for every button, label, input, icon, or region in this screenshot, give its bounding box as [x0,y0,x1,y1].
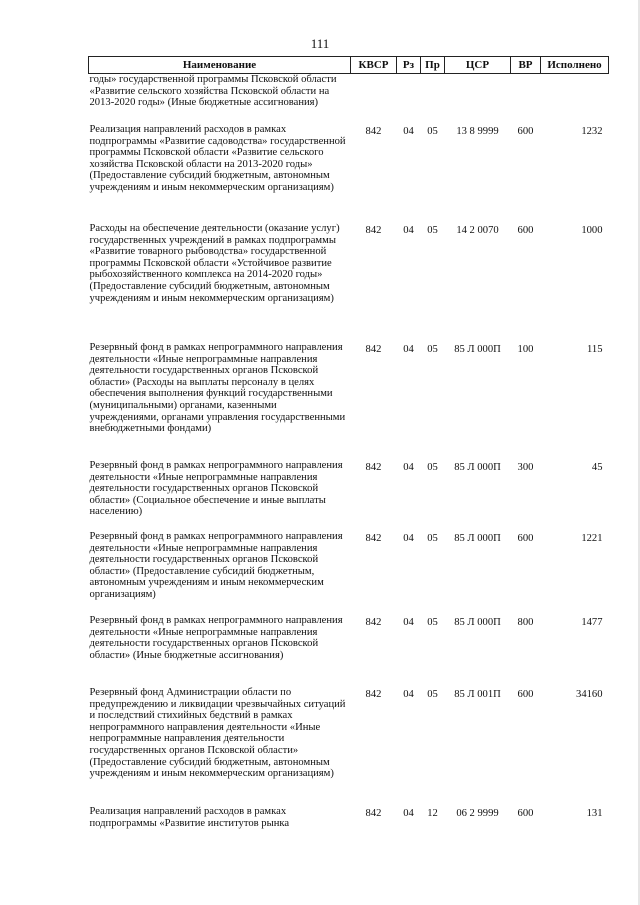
table-body [89,74,609,837]
header-done: Исполнено [541,57,609,74]
table-row [89,342,609,460]
row-csr: 13 8 9999 [456,126,499,137]
row-kvsr: 842 [365,225,382,236]
row-name: Резервный фонд в рамках непрограммного направления деятельности «Иные непрограммные направления деятельности государственных органов Псковской области» (Социальное обеспечение и иные выплаты населению) [89,460,343,518]
row-vr: 600 [517,225,534,236]
row-rz: 04 [403,344,414,355]
row-kvsr: 842 [365,126,382,137]
row-vr: 100 [517,344,534,355]
row-done: 1221 [581,533,603,544]
row-rz: 04 [403,617,414,628]
row-kvsr [351,74,397,125]
row-name: Резервный фонд Администрации области по предупреждению и ликвидации чрезвычайных ситуаций и последствий стихийных бедствий в рамках непрограммного направления деятельности «Иные непрограммные направления деятельности государственных органов Псковской области» (Предоставление субсидий бюджетным, автономным учреждениям и иным некоммерческим организациям) [89,687,346,780]
row-csr: 14 2 0070 [456,225,499,236]
row-kvsr: 842 [365,689,382,700]
table-row [89,223,609,342]
table-row [89,687,609,806]
table-row [89,74,609,125]
table-row [89,615,609,687]
table-row [89,806,609,836]
row-done: 1000 [581,225,603,236]
row-csr: 85 Л 000П [454,617,501,628]
row-rz [397,74,421,125]
row-kvsr: 842 [365,808,382,819]
header-pr: Пр [421,57,445,74]
table-row [89,460,609,531]
budget-table [88,56,609,836]
row-done: 1477 [581,617,603,628]
header-csr: ЦСР [445,57,511,74]
row-rz: 04 [403,225,414,236]
row-kvsr: 842 [365,462,382,473]
header-kvsr: КВСР [351,57,397,74]
row-vr [511,74,541,125]
row-name: Резервный фонд в рамках непрограммного направления деятельности «Иные непрограммные направления деятельности государственных органов Псковской области» (Расходы на выплаты персоналу в целях обеспечения выполнения функций государственными (муниципальными) органами, казенными учреждениями, органами управления государственными внебюджетными фондами) [89,342,346,435]
row-rz: 04 [403,689,414,700]
budget-table-container [88,56,608,836]
row-pr: 05 [427,225,438,236]
row-pr: 05 [427,126,438,137]
row-done: 131 [586,808,603,819]
row-name: Резервный фонд в рамках непрограммного направления деятельности «Иные непрограммные направления деятельности государственных органов Псковской области» (Предоставление субсидий бюджетным, автономным учреждениям и иным некоммерческим организациям) [89,531,343,600]
table-row [89,124,609,223]
row-vr: 600 [517,533,534,544]
row-csr [445,74,511,125]
row-pr: 05 [427,617,438,628]
header-vr: ВР [511,57,541,74]
row-vr: 600 [517,126,534,137]
row-pr: 05 [427,689,438,700]
row-kvsr: 842 [365,344,382,355]
row-csr: 85 Л 000П [454,344,501,355]
row-name: Расходы на обеспечение деятельности (оказание услуг) государственных учреждений в рамках подпрограммы «Развитие товарного рыбоводства» государственной программы Псковской области «Устойчивое развитие рыбохозяйственного комплекса на 2014-2020 годы» (Предоставление субсидий бюджетным, автономным учреждениям и иным некоммерческим организациям) [89,223,340,304]
row-name: годы» государственной программы Псковской области «Развитие сельского хозяйства Псковской области на 2013-2020 годы» (Иные бюджетные ассигнования) [89,74,337,109]
row-done: 45 [591,462,603,473]
row-name: Реализация направлений расходов в рамках подпрограммы «Развитие садоводства» государственной программы Псковской области «Развитие сельского хозяйства Псковской области на 2013-2020 годы» (Предоставление субсидий бюджетным, автономным учреждениям и иным некоммерческим организациям) [89,124,346,193]
page-number: 111 [310,36,330,51]
row-pr: 05 [427,344,438,355]
row-rz: 04 [403,126,414,137]
row-kvsr: 842 [365,533,382,544]
row-pr: 05 [427,533,438,544]
header-name: Наименование [89,57,351,74]
row-done: 115 [587,344,603,355]
row-done [541,74,609,125]
table-header [89,57,609,74]
row-done: 34160 [576,689,603,700]
row-pr [421,74,445,125]
header-rz: Рз [397,57,421,74]
row-rz: 04 [403,808,414,819]
row-csr: 06 2 9999 [456,808,499,819]
row-pr: 05 [427,462,438,473]
row-vr: 300 [517,462,534,473]
row-kvsr: 842 [365,617,382,628]
row-name: Резервный фонд в рамках непрограммного направления деятельности «Иные непрограммные направления деятельности государственных органов Псковской области» (Иные бюджетные ассигнования) [89,615,343,661]
row-csr: 85 Л 000П [454,462,501,473]
row-csr: 85 Л 000П [454,533,501,544]
row-name: Реализация направлений расходов в рамках подпрограммы «Развитие институтов рынка [89,806,290,829]
row-rz: 04 [403,533,414,544]
row-rz: 04 [403,462,414,473]
row-csr: 85 Л 001П [454,689,501,700]
row-done: 1232 [581,126,603,137]
row-pr: 12 [427,808,438,819]
row-vr: 600 [517,689,534,700]
table-row [89,531,609,615]
row-vr: 600 [517,808,534,819]
row-vr: 800 [517,617,534,628]
